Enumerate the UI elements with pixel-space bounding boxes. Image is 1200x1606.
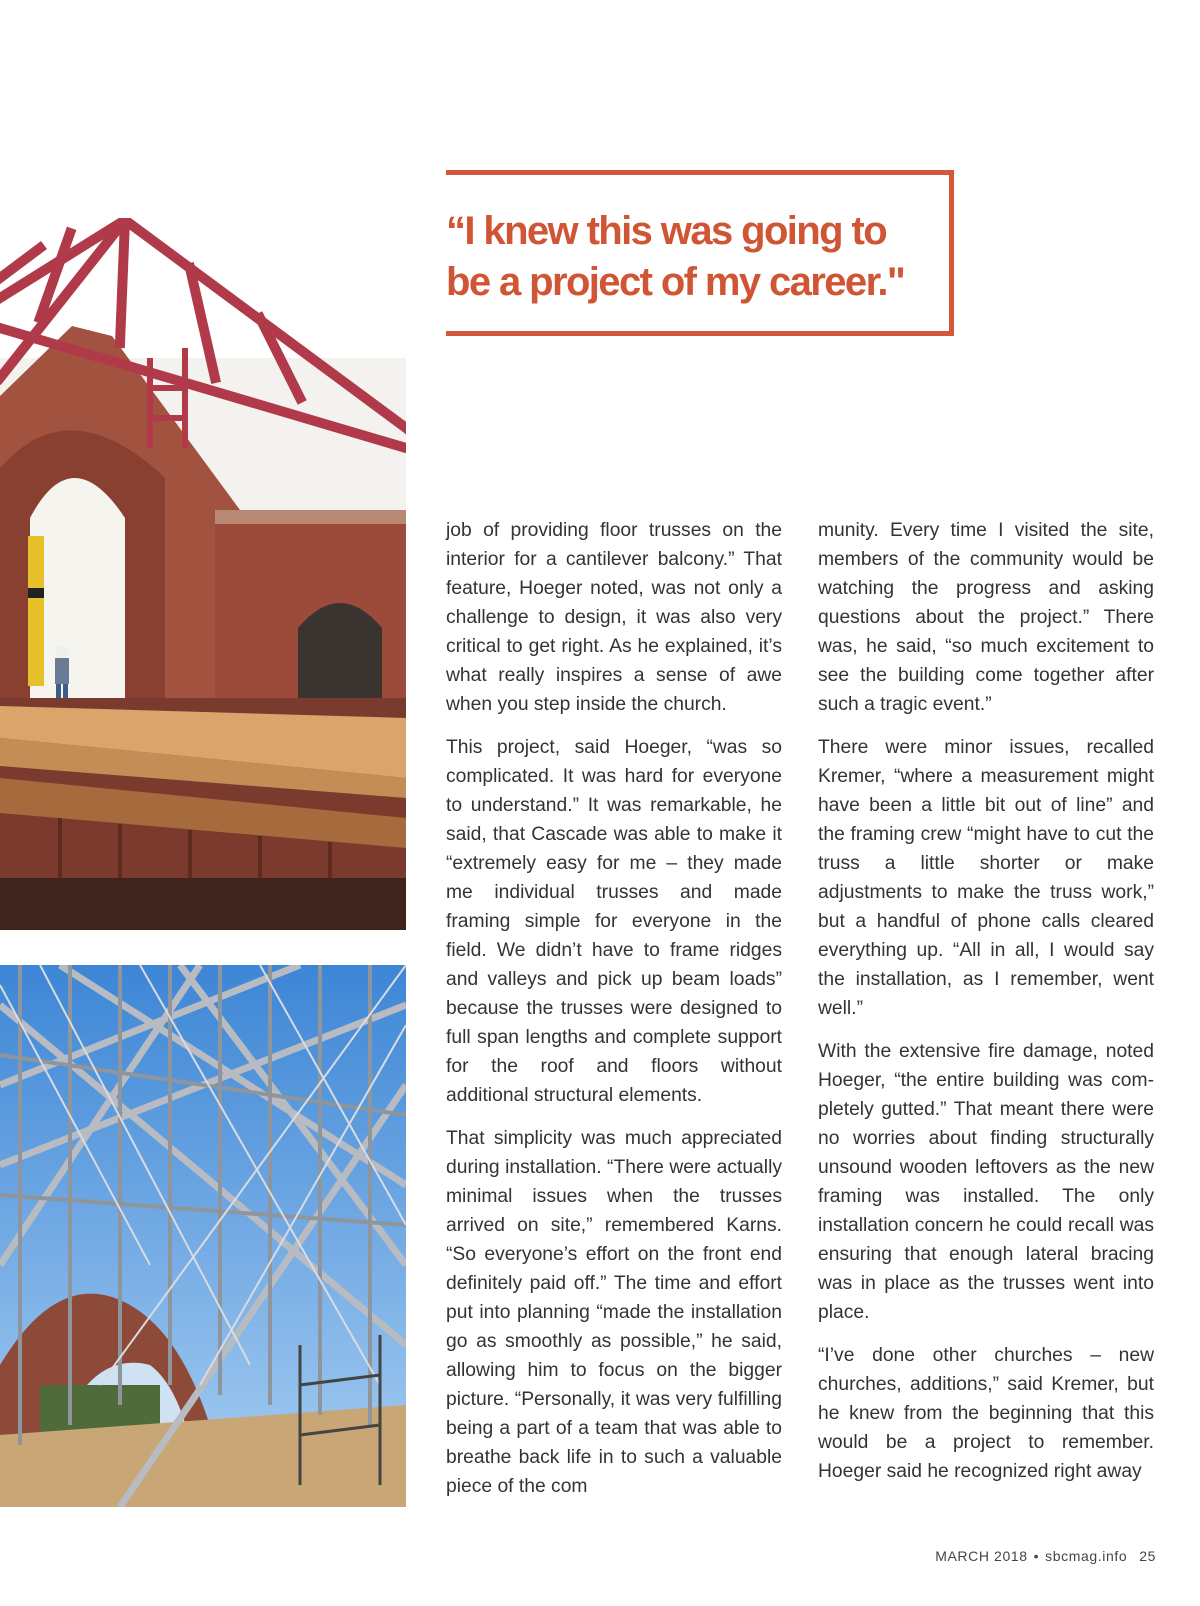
paragraph: job of providing floor trusses on the interior for a cantilever balcony.” That feature, Hoeger noted, was not only a challenge to design, it was also very critical to get right. As he explained, it’s what really inspires a sense of awe when you step inside the church. xyxy=(446,520,782,715)
paragraph: “I’ve done other churches – new churches, additions,” said Kremer, but he knew from the beginning that this would be a project to remember. Hoeger said he recognized right away xyxy=(818,1345,1154,1482)
paragraph: There were minor issues, recalled Kremer, “where a measurement might have been a little bit out of line” and the framing crew “might have to cut the truss a little shorter or make adjustments to make the truss work,” but a handful of phone calls cleared everything up. “All in all, I would say the installation, as I remember, went well.” xyxy=(818,737,1154,1019)
pull-quote: “I knew this was going to be a project of my career." xyxy=(446,209,905,304)
paragraph: munity. Every time I visited the site, members of the community would be watching the progress and asking questions about the project.” There was, he said, “so much excitement to see the building come together after such a tragic event.” xyxy=(818,520,1154,715)
steel-trusses-photo xyxy=(0,965,406,1507)
page-footer xyxy=(935,1548,1156,1564)
footer-separator: • xyxy=(1033,1548,1040,1564)
issue-date: MARCH 2018 xyxy=(935,1548,1028,1564)
article-column-right xyxy=(818,516,1154,1500)
church-brick-arch-photo xyxy=(0,218,406,930)
website-link[interactable]: sbcmag.info xyxy=(1045,1548,1128,1564)
paragraph: With the extensive fire damage, noted Hoeger, “the entire building was completely gutted.” That meant there were no worries about finding structurally unsound wooden leftovers as the new framing was installed. The only installation concern he could recall was ensuring that enough lateral bracing was in place as the trusses went into place. xyxy=(818,1041,1154,1323)
paragraph: This project, said Hoeger, “was so complicated. It was hard for everyone to understand.” It was remarkable, he said, that Cascade was able to make it “extremely easy for me – they made me individual trusses and made framing simple for everyone in the field. We didn’t have to frame ridges and valleys and pick up beam loads” because the trusses were designed to full span lengths and complete support for the roof and floors without additional structural elements. xyxy=(446,737,782,1106)
page-number: 25 xyxy=(1139,1548,1156,1564)
paragraph: That simplicity was much appreciated during installation. “There were actually minimal issues when the trusses arrived on site,” remembered Karns. “So everyone’s effort on the front end definitely paid off.” The time and effort put into planning “made the installation go as smoothly as possible,” he said, allowing him to focus on the bigger picture. “Personally, it was very fulfilling being a part of a team that was able to breathe back life in to such a valuable piece of the com xyxy=(446,1128,782,1497)
article-column-left xyxy=(446,516,782,1515)
